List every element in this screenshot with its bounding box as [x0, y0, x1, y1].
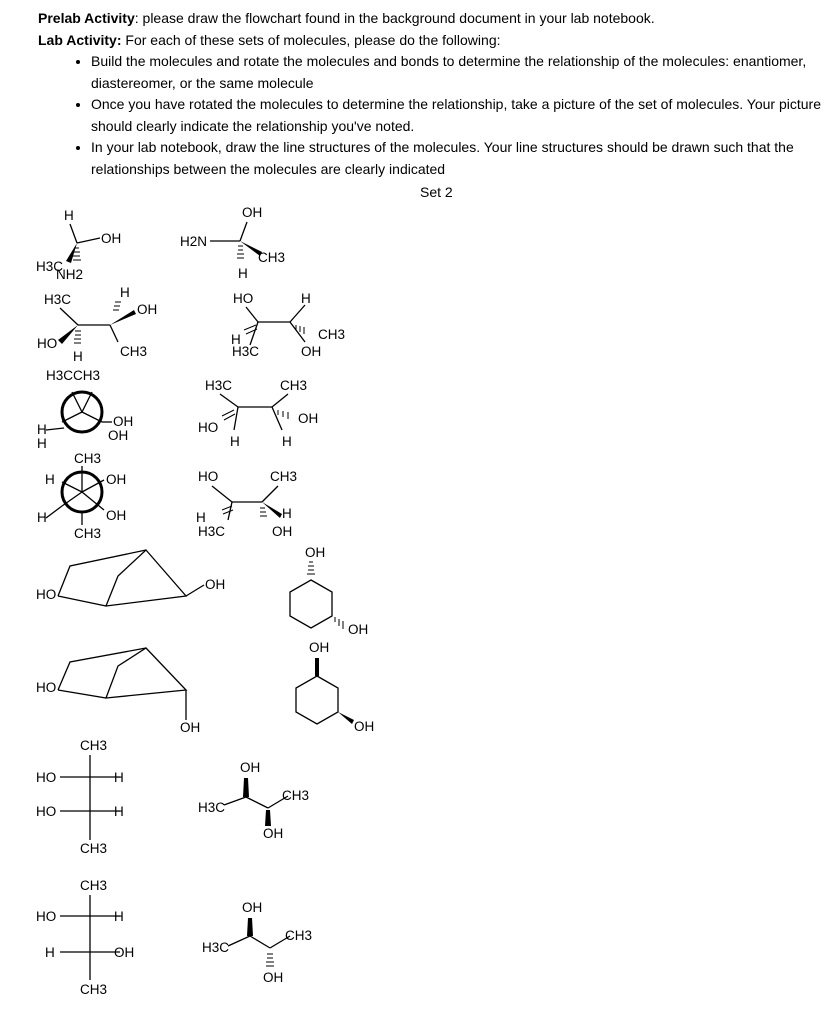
newman-projection-2: [37, 451, 126, 541]
zigzag-molecule-1: [198, 760, 309, 841]
atom-oh: OH: [180, 720, 201, 735]
zigzag-molecule-2: [202, 900, 312, 985]
atom-oh: OH: [240, 760, 261, 775]
atom-oh: OH: [114, 945, 135, 960]
cyclohexane-2: [296, 640, 374, 734]
fischer-projection-1: [36, 738, 124, 856]
atom-h: H: [114, 770, 124, 785]
atom-ch3: CH3: [74, 451, 102, 466]
lab-label: Lab Activity:: [38, 31, 122, 48]
atom-nh2: NH2: [56, 267, 84, 282]
atom-h: H: [73, 349, 83, 364]
atom-oh: OH: [272, 524, 293, 539]
atom-h: H: [230, 434, 240, 449]
atom-h: H: [37, 422, 47, 437]
atom-h: H: [37, 510, 47, 525]
cyclohexane-1: [290, 545, 368, 637]
atom-oh: OH: [108, 428, 129, 443]
molecule-2b: [231, 291, 345, 359]
atom-h: H: [238, 266, 248, 281]
atom-ho: HO: [36, 680, 57, 695]
molecule-3b: [198, 378, 318, 449]
atom-ho: HO: [233, 291, 254, 306]
atom-ch3: CH3: [80, 841, 108, 856]
molecule-1a: [36, 208, 121, 282]
instruction-bullet-1: • Build the molecules and rotate the molecules and bonds to determine the relationship of the molecules: enantiomer, diastereomer, or the same molecule: [91, 51, 838, 94]
atom-h: H: [45, 472, 55, 487]
lab-text: For each of these sets of molecules, please do the following:: [121, 31, 501, 48]
atom-ho: HO: [36, 587, 57, 602]
atom-ch3: CH3: [74, 526, 102, 541]
atom-oh: OH: [305, 545, 326, 560]
atom-oh: OH: [242, 900, 263, 915]
atom-ho: HO: [37, 336, 58, 351]
prelab-text: : please draw the flowchart found in the background document in your lab notebook.: [134, 10, 655, 26]
atom-oh: OH: [301, 344, 322, 359]
atom-oh: OH: [298, 411, 319, 426]
atom-ho: HO: [36, 909, 57, 924]
atom-h: H: [64, 208, 74, 223]
atom-h: H: [45, 945, 55, 960]
prelab-label: Prelab Activity: [38, 10, 135, 26]
atom-ch3: CH3: [80, 878, 108, 893]
atom-oh: OH: [354, 719, 375, 734]
instruction-bullet-2: • Once you have rotated the molecules to determine the relationship, take a picture of the set of molecules. Your picture should clearly indicate the relationship you've noted.: [91, 94, 838, 137]
atom-h: H: [120, 285, 130, 300]
atom-oh: OH: [137, 302, 158, 317]
atom-h3c: H3C: [198, 524, 226, 539]
atom-ho: HO: [36, 770, 57, 785]
newman-projection-1: [37, 368, 133, 451]
atom-h: H: [114, 804, 124, 819]
atom-oh: OH: [101, 231, 122, 246]
atom-h: H: [282, 506, 292, 521]
atom-h: H: [301, 291, 311, 306]
atom-h3c: H3C: [44, 292, 72, 307]
atom-h3cch3: H3CCH3: [46, 368, 101, 383]
atom-h: H: [37, 436, 47, 451]
molecule-2a: [37, 285, 157, 364]
atom-h3c: H3C: [36, 259, 64, 274]
atom-h: H: [196, 510, 206, 525]
atom-oh: OH: [242, 205, 263, 220]
atom-ch3: CH3: [285, 928, 313, 943]
atom-ch3: CH3: [120, 344, 148, 359]
atom-ho: HO: [36, 804, 57, 819]
atom-oh: OH: [205, 577, 226, 592]
molecule-1b: [180, 205, 285, 281]
atom-oh: OH: [309, 640, 330, 655]
atom-ch3: CH3: [282, 788, 310, 803]
fischer-projection-2: [36, 878, 134, 997]
chair-cyclohexane-1: [36, 550, 225, 606]
atom-oh: OH: [263, 826, 284, 841]
atom-ho: HO: [198, 420, 219, 435]
atom-h3c: H3C: [198, 800, 226, 815]
chair-cyclohexane-2: [36, 648, 200, 735]
atom-h: H: [114, 909, 124, 924]
atom-h2n: H2N: [180, 234, 208, 249]
atom-ch3: CH3: [258, 250, 286, 265]
atom-ho: HO: [198, 469, 219, 484]
atom-oh: OH: [106, 472, 127, 487]
atom-h3c: H3C: [202, 940, 230, 955]
atom-oh: OH: [348, 622, 369, 637]
atom-ch3: CH3: [318, 327, 346, 342]
atom-ch3: CH3: [280, 378, 308, 393]
atom-oh: OH: [263, 970, 284, 985]
atom-h: H: [282, 434, 292, 449]
atom-h3c: H3C: [205, 378, 233, 393]
atom-ch3: CH3: [80, 982, 108, 997]
atom-oh: OH: [113, 414, 134, 429]
set-label: Set 2: [420, 184, 453, 200]
atom-h: H: [231, 332, 241, 347]
instruction-bullet-3: • In your lab notebook, draw the line structures of the molecules. Your line structures should be drawn such that the relationships between the molecules are clearly indicated: [91, 137, 838, 180]
atom-oh: OH: [106, 508, 127, 523]
molecule-4b: [196, 469, 297, 539]
atom-h3c: H3C: [232, 344, 260, 359]
atom-ch3: CH3: [80, 738, 108, 753]
atom-ch3: CH3: [270, 469, 298, 484]
